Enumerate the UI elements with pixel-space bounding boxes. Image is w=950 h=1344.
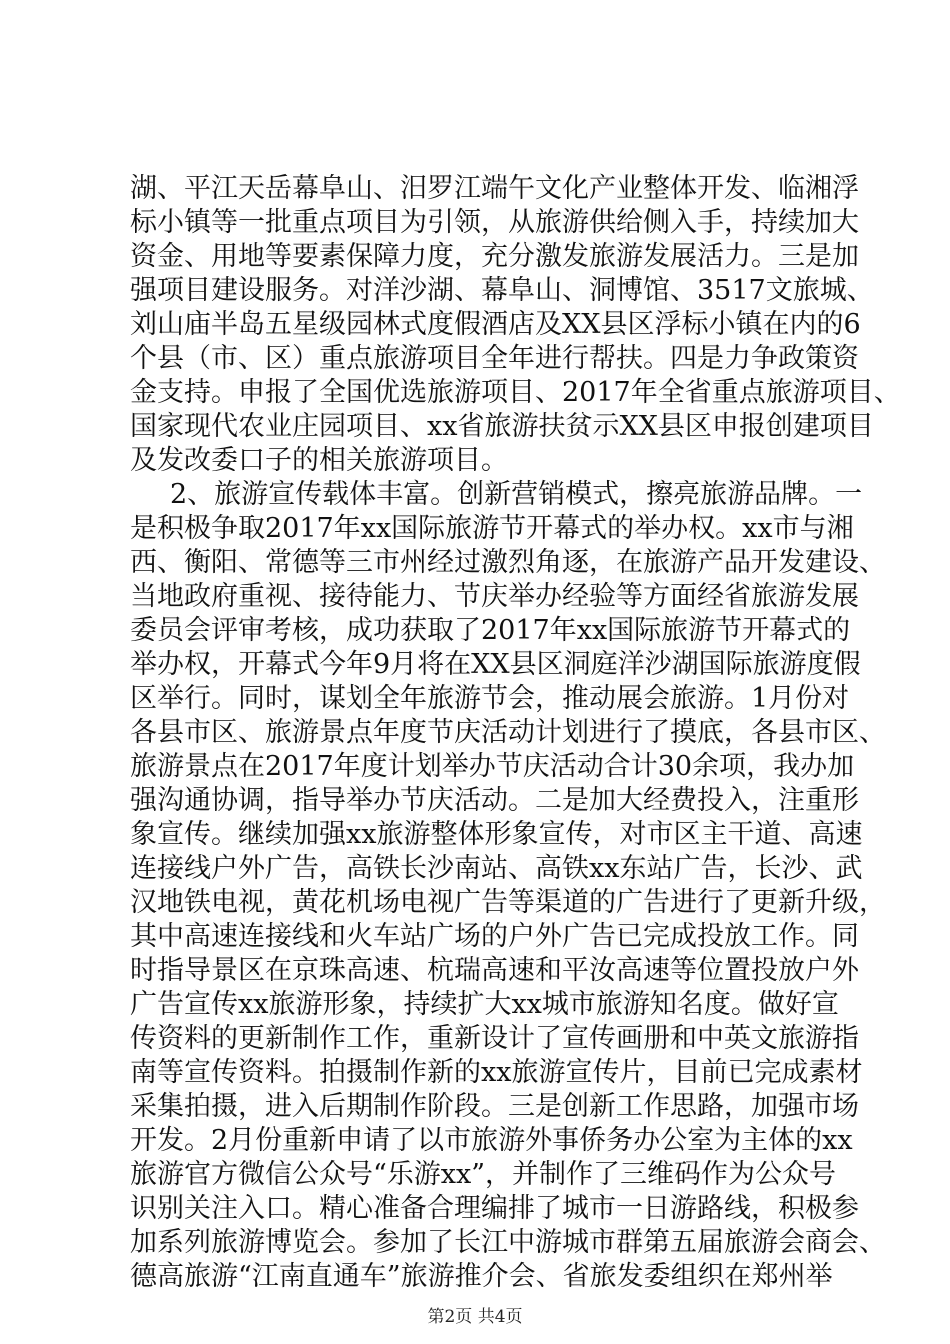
body-line: 强沟通协调，指导举办节庆活动。二是加大经费投入，注重形 (130, 785, 859, 816)
page-footer: 第2页 共4页 (427, 1307, 523, 1327)
body-line: 采集拍摄，进入后期制作阶段。三是创新工作思路，加强市场 (130, 1091, 859, 1122)
paragraph-start-line: 2、旅游宣传载体丰富。创新营销模式，擦亮旅游品牌。一 (170, 479, 863, 510)
body-line: 时指导景区在京珠高速、杭瑞高速和平汝高速等位置投放户外 (130, 955, 859, 986)
body-line: 南等宣传资料。拍摄制作新的xx旅游宣传片，目前已完成素材 (130, 1057, 863, 1088)
body-line: 标小镇等一批重点项目为引领，从旅游供给侧入手，持续加大 (130, 207, 859, 238)
body-line: 传资料的更新制作工作，重新设计了宣传画册和中英文旅游指 (130, 1023, 859, 1054)
body-line: 当地政府重视、接待能力、节庆举办经验等方面经省旅游发展 (130, 581, 859, 612)
body-line: 及发改委口子的相关旅游项目。 (130, 445, 508, 476)
body-line: 旅游景点在2017年度计划举办节庆活动合计30余项，我办加 (130, 751, 855, 782)
body-line: 刘山庙半岛五星级园林式度假酒店及XX县区浮标小镇在内的6 (130, 309, 861, 340)
body-line: 举办权，开幕式今年9月将在XX县区洞庭洋沙湖国际旅游度假 (130, 649, 861, 680)
body-line: 加系列旅游博览会。参加了长江中游城市群第五届旅游会商会、 (130, 1227, 886, 1258)
body-line: 旅游官方微信公众号“乐游xx”，并制作了三维码作为公众号 (130, 1159, 837, 1190)
body-line: 湖、平江天岳幕阜山、汨罗江端午文化产业整体开发、临湘浮 (130, 173, 859, 204)
body-line: 金支持。申报了全国优选旅游项目、2017年全省重点旅游项目、 (130, 377, 901, 408)
body-line: 个县（市、区）重点旅游项目全年进行帮扶。四是力争政策资 (130, 343, 859, 374)
body-line: 广告宣传xx旅游形象，持续扩大xx城市旅游知名度。做好宣 (130, 989, 839, 1020)
body-line: 委员会评审考核，成功获取了2017年xx国际旅游节开幕式的 (130, 615, 851, 646)
body-line: 西、衡阳、常德等三市州经过激烈角逐，在旅游产品开发建设、 (130, 547, 886, 578)
body-line: 德高旅游“江南直通车”旅游推介会、省旅发委组织在郑州举 (130, 1261, 833, 1292)
body-line: 是积极争取2017年xx国际旅游节开幕式的举办权。xx市与湘 (130, 513, 854, 544)
body-line: 区举行。同时，谋划全年旅游节会，推动展会旅游。1月份对 (130, 683, 850, 714)
body-line: 资金、用地等要素保障力度，充分激发旅游发展活力。三是加 (130, 241, 859, 272)
body-line: 开发。2月份重新申请了以市旅游外事侨务办公室为主体的xx (130, 1125, 853, 1156)
body-line: 连接线户外广告，高铁长沙南站、高铁xx东站广告，长沙、武 (130, 853, 863, 884)
body-line: 象宣传。继续加强xx旅游整体形象宣传，对市区主干道、高速 (130, 819, 863, 850)
body-line: 识别关注入口。精心准备合理编排了城市一日游路线，积极参 (130, 1193, 859, 1224)
body-line: 强项目建设服务。对洋沙湖、幕阜山、洞博馆、3517文旅城、 (130, 275, 874, 306)
body-line: 各县市区、旅游景点年度节庆活动计划进行了摸底，各县市区、 (130, 717, 886, 748)
body-line: 汉地铁电视，黄花机场电视广告等渠道的广告进行了更新升级， (130, 887, 886, 918)
body-line: 国家现代农业庄园项目、xx省旅游扶贫示XX县区申报创建项目 (130, 411, 874, 442)
body-line: 其中高速连接线和火车站广场的户外广告已完成投放工作。同 (130, 921, 859, 952)
